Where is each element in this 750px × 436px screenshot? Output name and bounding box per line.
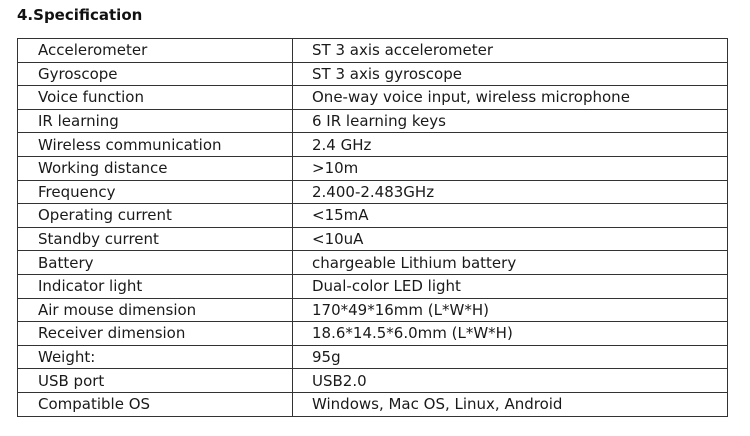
spec-value: Windows, Mac OS, Linux, Android (293, 392, 728, 416)
specification-table (17, 38, 728, 417)
spec-value: >10m (293, 156, 728, 180)
table-row (18, 251, 728, 275)
table-row (18, 392, 728, 416)
table-row (18, 109, 728, 133)
section-title: 4.Specification (17, 6, 143, 24)
spec-label: Receiver dimension (18, 322, 293, 346)
table-row (18, 133, 728, 157)
spec-label: Indicator light (18, 274, 293, 298)
spec-value: ST 3 axis accelerometer (293, 39, 728, 63)
spec-label: Accelerometer (18, 39, 293, 63)
spec-label: IR learning (18, 109, 293, 133)
table-row (18, 227, 728, 251)
spec-value: USB2.0 (293, 369, 728, 393)
spec-value: One-way voice input, wireless microphone (293, 86, 728, 110)
table-row (18, 369, 728, 393)
spec-label: Frequency (18, 180, 293, 204)
spec-value: chargeable Lithium battery (293, 251, 728, 275)
spec-label: Compatible OS (18, 392, 293, 416)
table-row (18, 39, 728, 63)
spec-value: 6 IR learning keys (293, 109, 728, 133)
table-row (18, 322, 728, 346)
table-row (18, 274, 728, 298)
table-row (18, 156, 728, 180)
table-row (18, 204, 728, 228)
table-row (18, 62, 728, 86)
spec-value: 2.400-2.483GHz (293, 180, 728, 204)
spec-value: 18.6*14.5*6.0mm (L*W*H) (293, 322, 728, 346)
table-row (18, 345, 728, 369)
spec-label: Voice function (18, 86, 293, 110)
spec-value: 95g (293, 345, 728, 369)
spec-label: Gyroscope (18, 62, 293, 86)
table-row (18, 180, 728, 204)
spec-value: <10uA (293, 227, 728, 251)
spec-value: 170*49*16mm (L*W*H) (293, 298, 728, 322)
spec-value: Dual-color LED light (293, 274, 728, 298)
table-row (18, 298, 728, 322)
spec-label: Battery (18, 251, 293, 275)
spec-label: Working distance (18, 156, 293, 180)
spec-label: Standby current (18, 227, 293, 251)
spec-label: USB port (18, 369, 293, 393)
spec-label: Wireless communication (18, 133, 293, 157)
spec-value: 2.4 GHz (293, 133, 728, 157)
spec-value: <15mA (293, 204, 728, 228)
spec-label: Weight: (18, 345, 293, 369)
spec-label: Operating current (18, 204, 293, 228)
spec-value: ST 3 axis gyroscope (293, 62, 728, 86)
spec-label: Air mouse dimension (18, 298, 293, 322)
table-row (18, 86, 728, 110)
